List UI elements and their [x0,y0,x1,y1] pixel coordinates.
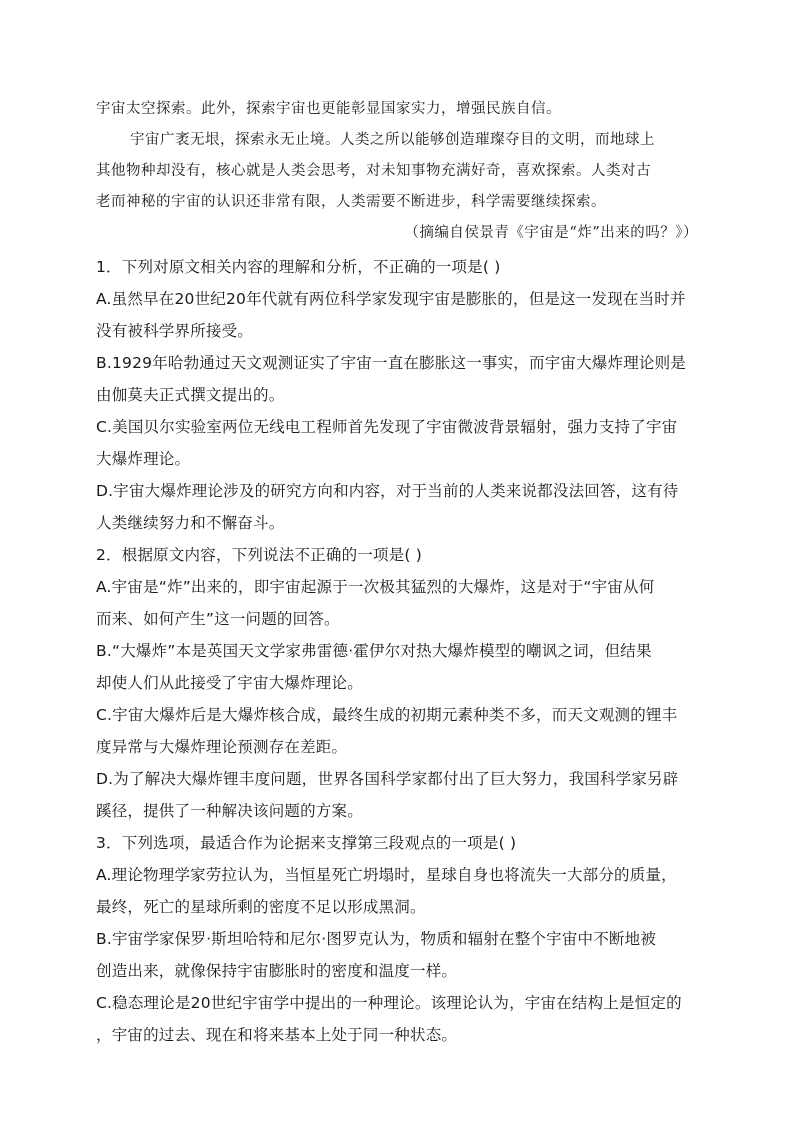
passage-line: 宇宙广袤无垠，探索永无止境。人类之所以能够创造璀璨夺目的文明，而地球上 [130,132,655,148]
option-line: B.宇宙学家保罗·斯坦哈特和尼尔·图罗克认为，物质和辐射在整个宇宙中不断地被 [96,930,657,948]
option-line: B.1929年哈勃通过天文观测证实了宇宙一直在膨胀这一事实，而宇宙大爆炸理论则是 [96,354,687,372]
option-line: B.“大爆炸”本是英国天文学家弗雷德·霍伊尔对热大爆炸模型的嘲讽之词，但结果 [96,642,652,660]
option-line: 由伽莫夫正式撰文提出的。 [96,386,285,404]
option-line: 人类继续努力和不懈奋斗。 [96,514,285,532]
option-line: 创造出来，就像保持宇宙膨胀时的密度和温度一样。 [96,962,458,980]
passage-line: 宇宙太空探索。此外，探索宇宙也更能彰显国家实力，增强民族自信。 [96,101,561,117]
option-line: 最终，死亡的星球所剩的密度不足以形成黑洞。 [96,898,426,916]
option-line: A.理论物理学家劳拉认为，当恒星死亡坍塌时，星球自身也将流失一大部分的质量， [96,866,677,884]
passage-source: （摘编自侯景青《宇宙是“炸”出来的吗？》） [404,225,698,241]
option-line: 度异常与大爆炸理论预测存在差距。 [96,738,348,756]
passage-line: 其他物种却没有，核心就是人类会思考，对未知事物充满好奇，喜欢探索。人类对古 [96,163,651,179]
option-line: 而来、如何产生”这一问题的回答。 [96,610,340,628]
question-stem: 1．下列对原文相关内容的理解和分析，不正确的一项是( ) [96,258,501,276]
option-line: A.虽然早在20世纪20年代就有两位科学家发现宇宙是膨胀的，但是这一发现在当时并 [96,290,686,308]
question-stem: 3．下列选项，最适合作为论据来支撑第三段观点的一项是( ) [96,834,517,852]
option-line: 蹊径，提供了一种解决该问题的方案。 [96,802,363,820]
question-stem: 2．根据原文内容，下列说法不正确的一项是( ) [96,546,422,564]
passage-line: 老而神秘的宇宙的认识还非常有限，人类需要不断进步，科学需要继续探索。 [96,194,606,210]
option-line: D.为了解决大爆炸锂丰度问题，世界各国科学家都付出了巨大努力，我国科学家另辟 [96,770,679,788]
option-line: D.宇宙大爆炸理论涉及的研究方向和内容，对于当前的人类来说都没法回答，这有待 [96,482,679,500]
option-line: ，宇宙的过去、现在和将来基本上处于同一种状态。 [96,1026,458,1044]
option-line: C.稳态理论是20世纪宇宙学中提出的一种理论。该理论认为，宇宙在结构上是恒定的 [96,994,682,1012]
option-line: C.宇宙大爆炸后是大爆炸核合成，最终生成的初期元素种类不多，而天文观测的锂丰 [96,706,678,724]
option-line: 没有被科学界所接受。 [96,322,254,340]
option-line: 却使人们从此接受了宇宙大爆炸理论。 [96,674,363,692]
option-line: 大爆炸理论。 [96,450,191,468]
option-line: C.美国贝尔实验室两位无线电工程师首先发现了宇宙微波背景辐射，强力支持了宇宙 [96,418,678,436]
option-line: A.宇宙是“炸”出来的，即宇宙起源于一次极其猛烈的大爆炸，这是对于“宇宙从何 [96,578,655,596]
